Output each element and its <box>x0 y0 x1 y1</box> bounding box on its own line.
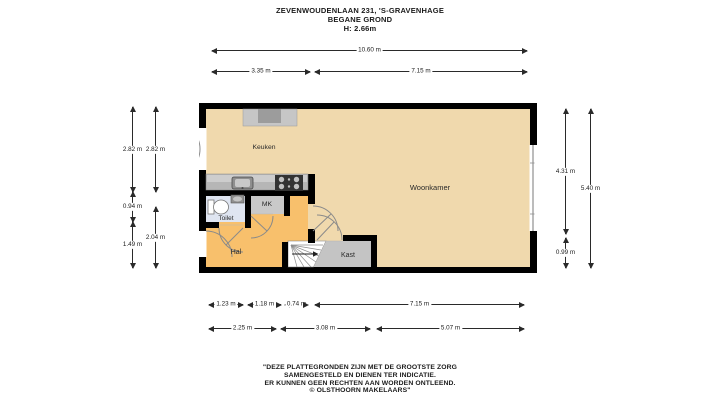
dim-bottom-5-07: 5.07 m <box>377 328 524 329</box>
label-kast: Kast <box>340 252 356 259</box>
dim-right-outer: 5.40 m <box>590 109 591 268</box>
disclaimer-line-3: ER KUNNEN GEEN RECHTEN AAN WORDEN ONTLEEND. <box>264 379 456 387</box>
hand-basin-icon <box>231 195 244 203</box>
dim-top-total: 10.60 m <box>212 50 527 51</box>
dim-left-outer-3: 1.49 m <box>132 222 133 268</box>
disclaimer <box>0 364 720 395</box>
dim-left-inner-1: 2.82 m <box>155 107 156 192</box>
dim-bottom-2-25: 2.25 m <box>209 328 276 329</box>
dim-bottom-7-15: 7.15 m <box>315 304 524 305</box>
label-toilet: Toilet <box>218 215 234 222</box>
sink-icon <box>232 177 253 189</box>
dim-right-inner-1: 4.31 m <box>565 109 566 234</box>
plan-header <box>0 6 720 34</box>
address-title: ZEVENWOUDENLAAN 231, 'S-GRAVENHAGE <box>275 6 445 15</box>
dim-bottom-1-18: 1.18 m <box>248 304 281 305</box>
dim-left-outer-2: 0.94 m <box>132 192 133 222</box>
floor-title: BEGANE GROND <box>327 15 393 25</box>
dim-right-inner-2: 0.99 m <box>565 238 566 268</box>
stove-icon <box>275 175 303 191</box>
label-woonkamer: Woonkamer <box>409 183 451 192</box>
dim-top-left: 3.35 m <box>212 71 310 72</box>
dim-bottom-1-23: 1.23 m <box>209 304 243 305</box>
floorplan-drawing <box>199 103 537 273</box>
ceiling-height: H: 2.66m <box>343 24 377 34</box>
label-hal: Hal <box>230 249 242 256</box>
disclaimer-line-4: © OLSTHOORN MAKELAARS" <box>309 387 411 395</box>
disclaimer-line-1: "DEZE PLATTEGRONDEN ZIJN MET DE GROOTSTE ZORG <box>262 364 458 371</box>
dim-left-inner-2: 2.04 m <box>155 207 156 268</box>
front-door-opening <box>199 231 207 257</box>
disclaimer-line-2: SAMENGESTELD EN DIENEN TER INDICATIE. <box>284 371 436 379</box>
dim-bottom-3-08: 3.08 m <box>281 328 370 329</box>
label-keuken: Keuken <box>252 144 276 151</box>
dim-top-right: 7.15 m <box>315 71 527 72</box>
label-mk: MK <box>261 201 273 208</box>
dim-left-outer-1: 2.82 m <box>132 107 133 192</box>
toilet-icon <box>208 200 229 214</box>
dim-bottom-0-74: 0.74 m <box>286 300 307 308</box>
kitchen-cabinet-icon <box>243 109 297 126</box>
